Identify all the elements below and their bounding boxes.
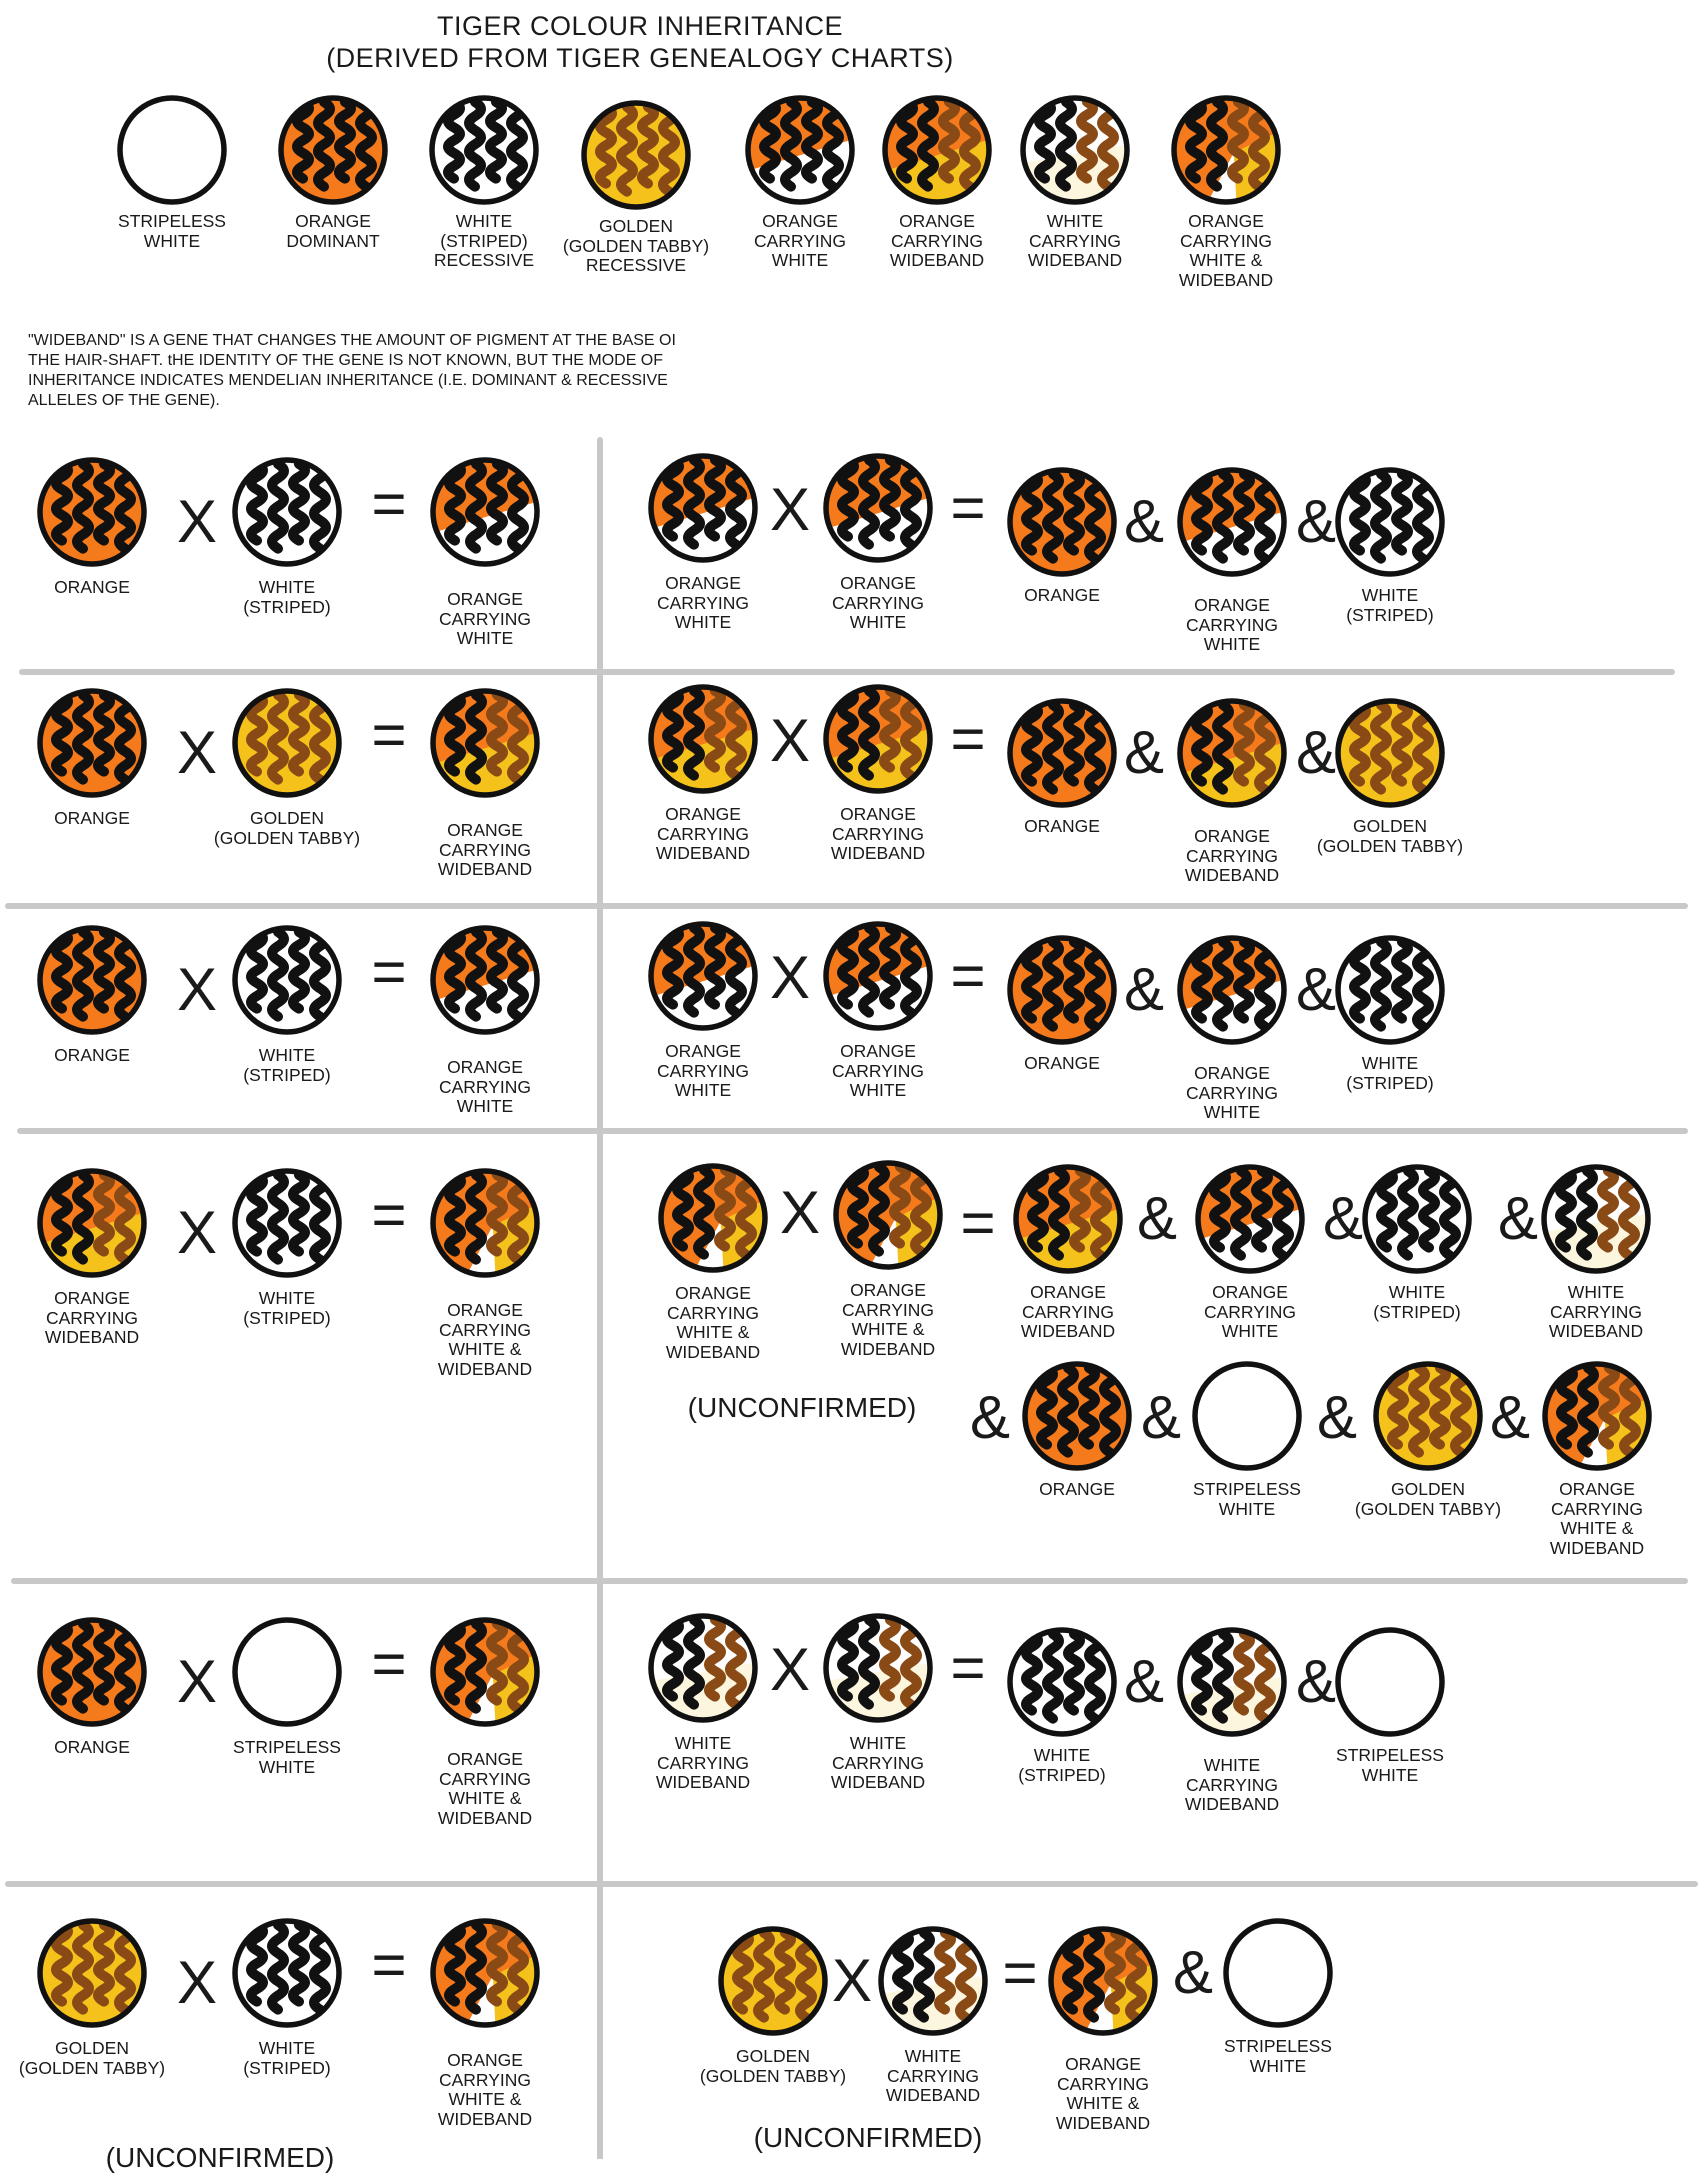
tiger-label-line: WHITE [1361,585,1419,605]
tiger-label-line: ORANGE [1065,2054,1141,2074]
and-symbol: & [1140,1384,1182,1451]
tiger-label-line: ORANGE [54,1045,130,1065]
tiger-label-line: WHITE [1221,1321,1279,1341]
tiger-label-line: WHITE [1388,1282,1446,1302]
tiger-label-line: WHITE [1218,1498,1276,1519]
ocw-tiger-icon [651,924,755,1028]
tiger-label-line: STRIPELESS [1193,1479,1301,1499]
golden-tiger-icon [721,1929,825,2033]
equals-symbol: = [950,1634,986,1701]
tiger-label-line: (GOLDEN TABBY) [18,2057,166,2078]
tiger-label-line: WHITE [1361,1764,1419,1785]
tiger-label-line: (STRIPED) [1346,1072,1434,1093]
tiger-label-line: ORANGE [54,1737,130,1757]
tiger-label [365,821,605,880]
tiger-label-line: WHITE [143,230,201,251]
tiger-label-line: ORANGE [840,1041,916,1061]
tiger-label-line: (GOLDEN TABBY) [1316,835,1464,856]
ocw-tiger-icon [748,98,852,202]
tiger-label-line: WHITE [849,612,907,632]
white-tiger-icon [1010,1630,1114,1734]
tiger-label-line: WHITE [1046,211,1104,231]
tiger-label-line: WHITE [258,1045,316,1065]
ocw-tiger-icon [1198,1167,1302,1271]
and-symbol: & [1123,488,1165,555]
tiger-label-line: CARRYING [438,839,532,860]
and-symbol: & [1123,956,1165,1023]
tiger-label-line: ORANGE [1024,816,1100,836]
tiger-label-line: WIDEBAND [437,1358,533,1379]
white-tiger-icon [235,1171,339,1275]
unconfirmed-note: (UNCONFIRMED) [753,2122,983,2153]
tiger-label-line: RECESSIVE [433,250,535,270]
explanation-line: "WIDEBAND" IS A GENE THAT CHANGES THE AMOUNT OF PIGMENT AT THE BASE OI [28,332,676,349]
tiger-label-line: GOLDEN [1353,816,1427,836]
tiger-label-line: WIDEBAND [665,1341,761,1362]
tiger-label-line: ORANGE [1194,595,1270,615]
tiger-label-line: CARRYING [831,823,925,844]
tiger-label-line: (GOLDEN TABBY) [562,235,710,256]
equals-symbol: = [950,705,986,772]
wcwb-tiger-icon [1023,98,1127,202]
wcwb-tiger-icon [1180,1630,1284,1734]
tiger-label-line: WIDEBAND [1184,865,1280,885]
tiger-label-line: ORANGE [1194,1063,1270,1083]
explanation-line: THE HAIR-SHAFT. tHE IDENTITY OF THE GENE IS NOT KNOWN, BUT THE MODE OF [28,352,664,369]
ocwb-tiger-icon [40,1171,144,1275]
tiger-label-line: WHITE & [1560,1518,1634,1538]
tiger-label-line: (STRIPED) [243,1307,331,1328]
stripeless-tiger-icon [120,98,224,202]
cross-symbol: X [176,1648,218,1715]
tiger-label-line: CARRYING [1185,845,1279,866]
tiger-label-line: WIDEBAND [1549,1537,1645,1558]
wcwb-tiger-icon [1544,1167,1648,1271]
tiger-label-line: CARRYING [438,1319,532,1340]
tiger-label-line: WHITE [258,1756,316,1777]
cross-symbol: X [769,944,811,1011]
tiger-label [365,590,605,649]
tiger-label [1270,817,1510,856]
tiger-label-line: CARRYING [656,823,750,844]
and-symbol: & [1136,1185,1178,1252]
tiger-label-line: (GOLDEN TABBY) [213,827,361,848]
ocwb-tiger-icon [1016,1167,1120,1271]
tiger-label-line: ORANGE [1559,1479,1635,1499]
tiger-label-line: CARRYING [1203,1301,1297,1322]
golden-tiger-icon [584,103,688,207]
tiger-label-line: ORANGE [447,589,523,609]
unconfirmed-note: (UNCONFIRMED) [105,2142,335,2173]
tiger-label-line: ORANGE [840,573,916,593]
white-tiger-icon [1365,1167,1469,1271]
tiger-label-line: ORANGE [1194,826,1270,846]
stripeless-tiger-icon [1226,1921,1330,2025]
tiger-label-line: WHITE [1361,1053,1419,1073]
tiger-label-line: ORANGE [54,577,130,597]
orange-tiger-icon [1010,938,1114,1042]
and-symbol: & [1497,1185,1539,1252]
tiger-label-line: ORANGE [447,2050,523,2070]
tiger-label-line: WHITE & [1066,2093,1140,2113]
ocw-tiger-icon [433,460,537,564]
tiger-label-line: CARRYING [656,1060,750,1081]
tiger-label [1106,212,1346,290]
tiger-label-line: ORANGE [1030,1282,1106,1302]
orange-tiger-icon [40,691,144,795]
explanation-line: ALLELES OF THE GENE). [28,392,220,409]
tiger-label-line: WHITE [1249,2055,1307,2076]
tiger-label-line: (GOLDEN TABBY) [699,2065,847,2086]
tiger-label-line: CARRYING [1550,1498,1644,1519]
ocwb-tiger-icon [826,687,930,791]
chart-subtitle: (DERIVED FROM TIGER GENEALOGY CHARTS) [326,43,954,73]
tiger-label-line: ORANGE [1024,585,1100,605]
tiger-label-line: WHITE [258,2038,316,2058]
tiger-label-line: WIDEBAND [1184,1794,1280,1814]
tiger-label-line: CARRYING [1179,230,1273,251]
ocwb-tiger-icon [651,687,755,791]
tiger-label-line: CARRYING [1185,614,1279,635]
tiger-label-line: ORANGE [447,1749,523,1769]
tiger-label-line: (STRIPED) [243,2057,331,2078]
ocwwb-tiger-icon [836,1163,940,1267]
tiger-label-line: GOLDEN [736,2046,810,2066]
tiger-label-line: WHITE [904,2046,962,2066]
stripeless-tiger-icon [235,1620,339,1724]
and-symbol: & [969,1384,1011,1451]
tiger-label [365,1750,605,1828]
wcwb-tiger-icon [826,1616,930,1720]
equals-symbol: = [371,701,407,768]
tiger-label-line: CARRYING [1021,1301,1115,1322]
tiger-label [1270,1746,1510,1785]
tiger-label-line: WIDEBAND [1178,269,1274,290]
tiger-label-line: WIDEBAND [655,843,751,863]
tiger-label-line: (STRIPED) [1346,604,1434,625]
tiger-label-line: (STRIPED) [243,596,331,617]
tiger-label [365,1301,605,1379]
wcwb-tiger-icon [651,1616,755,1720]
tiger-label-line: WIDEBAND [1548,1321,1644,1341]
tiger-label-line: WHITE & [448,2089,522,2109]
tiger-label-line: CARRYING [438,1076,532,1097]
orange-tiger-icon [281,98,385,202]
tiger-label-line: WHITE [1567,1282,1625,1302]
and-symbol: & [1295,719,1337,786]
tiger-label-line: ORANGE [1212,1282,1288,1302]
equals-symbol: = [371,938,407,1005]
and-symbol: & [1295,1648,1337,1715]
tiger-label-line: (STRIPED) [243,1064,331,1085]
ocwb-tiger-icon [433,691,537,795]
ocwb-tiger-icon [885,98,989,202]
golden-tiger-icon [235,691,339,795]
tiger-label-line: WHITE [1203,1102,1261,1122]
tiger-label-line: CARRYING [1185,1082,1279,1103]
cross-symbol: X [176,488,218,555]
tiger-label-line: GOLDEN [599,216,673,236]
equals-symbol: = [1002,1939,1038,2006]
cross-symbol: X [779,1179,821,1246]
tiger-label-line: CARRYING [438,608,532,629]
tiger-label-line: WIDEBAND [437,859,533,879]
tiger-label-line: WIDEBAND [885,2085,981,2105]
tiger-label-line: RECESSIVE [585,255,687,275]
tiger-label-line: CARRYING [753,230,847,251]
tiger-label-line: CARRYING [831,1752,925,1773]
tiger-label-line: CARRYING [831,592,925,613]
tiger-label-line: WIDEBAND [830,1772,926,1792]
tiger-label-line: GOLDEN [1391,1479,1465,1499]
and-symbol: & [1489,1384,1531,1451]
tiger-label-line: ORANGE [665,1041,741,1061]
white-tiger-icon [1338,470,1442,574]
tiger-label [1270,1054,1510,1093]
tiger-label-line: CARRYING [831,1060,925,1081]
tiger-label-line: WHITE & [448,1788,522,1808]
tiger-label-line: DOMINANT [286,230,380,251]
golden-tiger-icon [1338,701,1442,805]
and-symbol: & [1123,719,1165,786]
unconfirmed-note: (UNCONFIRMED) [687,1392,917,1423]
orange-tiger-icon [40,1620,144,1724]
tiger-label-line: WIDEBAND [437,1807,533,1828]
tiger-label-line: WHITE [771,250,829,270]
ocwwb-tiger-icon [433,1620,537,1724]
tiger-label-line: WHITE [1033,1745,1091,1765]
tiger-label-line: CARRYING [666,1302,760,1323]
tiger-label-line: ORANGE [447,1300,523,1320]
tiger-label-line: CARRYING [841,1299,935,1320]
and-symbol: & [1322,1185,1364,1252]
cross-symbol: X [176,1199,218,1266]
tiger-label-line: CARRYING [656,592,750,613]
tiger-label-line: ORANGE [54,1288,130,1308]
tiger-label-line: CARRYING [886,2065,980,2086]
explanation-line: INHERITANCE INDICATES MENDELIAN INHERITANCE (I.E. DOMINANT & RECESSIVE [28,372,668,389]
golden-tiger-icon [1376,1364,1480,1468]
tiger-label-line: ORANGE [1024,1053,1100,1073]
tiger-label-line: CARRYING [1056,2073,1150,2094]
tiger-label-line: WHITE & [851,1319,925,1339]
cross-symbol: X [176,719,218,786]
and-symbol: & [1316,1384,1358,1451]
orange-tiger-icon [1010,701,1114,805]
cross-symbol: X [769,1636,811,1703]
tiger-label-line: WHITE [456,628,514,648]
ocwwb-tiger-icon [1051,1929,1155,2033]
tiger-label-line: WHITE [849,1080,907,1100]
golden-tiger-icon [40,1921,144,2025]
ocw-tiger-icon [651,456,755,560]
equals-symbol: = [950,942,986,1009]
tiger-label-line: WIDEBAND [889,250,985,270]
tiger-label-line: WHITE [456,1096,514,1116]
white-tiger-icon [432,98,536,202]
cross-symbol: X [831,1947,873,2014]
tiger-label-line: STRIPELESS [118,211,226,231]
ocwb-tiger-icon [1180,701,1284,805]
cross-symbol: X [176,1949,218,2016]
tiger-label-line: WHITE [258,1288,316,1308]
tiger-label-line: CARRYING [656,1752,750,1773]
and-symbol: & [1172,1939,1214,2006]
tiger-label-line: ORANGE [295,211,371,231]
white-tiger-icon [235,928,339,1032]
and-symbol: & [1295,956,1337,1023]
tiger-label-line: CARRYING [438,2069,532,2090]
equals-symbol: = [371,1181,407,1248]
tiger-label-line: ORANGE [675,1283,751,1303]
tiger-label-line: ORANGE [665,804,741,824]
tiger-label-line: WHITE & [676,1322,750,1342]
cross-symbol: X [769,476,811,543]
equals-symbol: = [950,474,986,541]
tiger-label-line: WIDEBAND [1027,250,1123,270]
white-tiger-icon [235,1921,339,2025]
tiger-label-line: WIDEBAND [840,1338,936,1359]
tiger-label-line: (STRIPED) [440,230,528,251]
chart-title: TIGER COLOUR INHERITANCE [436,11,844,41]
tiger-label-line: GOLDEN [55,2038,129,2058]
tiger-label-line: ORANGE [665,573,741,593]
equals-symbol: = [960,1189,996,1256]
tiger-label-line: ORANGE [1039,1479,1115,1499]
cross-symbol: X [769,707,811,774]
tiger-label-line: STRIPELESS [1336,1745,1444,1765]
tiger-label-line: WHITE [674,612,732,632]
tiger-label-line: ORANGE [54,808,130,828]
tiger-label [1270,586,1510,625]
tiger-label-line: ORANGE [899,211,975,231]
tiger-label-line: ORANGE [1188,211,1264,231]
stripeless-tiger-icon [1338,1630,1442,1734]
equals-symbol: = [371,470,407,537]
tiger-label-line: CARRYING [438,1768,532,1789]
equals-symbol: = [371,1630,407,1697]
cross-symbol: X [176,956,218,1023]
orange-tiger-icon [1025,1364,1129,1468]
tiger-label-line: WHITE [849,1733,907,1753]
tiger-label-line: (GOLDEN TABBY) [1354,1498,1502,1519]
tiger-label-line: CARRYING [890,230,984,251]
ocw-tiger-icon [826,924,930,1028]
tiger-label-line: WIDEBAND [830,843,926,863]
tiger-label-line: WIDEBAND [1020,1321,1116,1341]
tiger-label-line: WHITE [1203,634,1261,654]
and-symbol: & [1123,1648,1165,1715]
tiger-label-line: WHITE & [448,1339,522,1359]
tiger-label-line: WHITE [455,211,513,231]
tiger-label-line: CARRYING [45,1307,139,1328]
tiger-label-line: WIDEBAND [437,2108,533,2129]
tiger-label-line: WIDEBAND [1055,2112,1151,2133]
tiger-label-line: ORANGE [840,804,916,824]
ocw-tiger-icon [826,456,930,560]
tiger-label-line: ORANGE [762,211,838,231]
white-tiger-icon [235,460,339,564]
orange-tiger-icon [1010,470,1114,574]
tiger-label-line: WHITE & [1189,250,1263,270]
ocwwb-tiger-icon [433,1171,537,1275]
stripeless-tiger-icon [1195,1364,1299,1468]
tiger-label-line: GOLDEN [250,808,324,828]
ocw-tiger-icon [1180,470,1284,574]
equals-symbol: = [371,1931,407,1998]
tiger-label-line: (STRIPED) [1373,1301,1461,1322]
ocwwb-tiger-icon [661,1166,765,1270]
tiger-label [1477,1480,1701,1558]
tiger-label-line: STRIPELESS [1224,2036,1332,2056]
wcwb-tiger-icon [881,1929,985,2033]
tiger-label [1158,2037,1398,2076]
tiger-label [365,1058,605,1117]
tiger-label-line: (STRIPED) [1018,1764,1106,1785]
tiger-label-line: CARRYING [1028,230,1122,251]
ocwwb-tiger-icon [1174,98,1278,202]
tiger-label-line: WIDEBAND [655,1772,751,1792]
tiger-label-line: WHITE [674,1733,732,1753]
ocwwb-tiger-icon [433,1921,537,2025]
tiger-label-line: ORANGE [447,820,523,840]
and-symbol: & [1295,488,1337,555]
wideband-explanation [28,331,728,411]
tiger-label [1476,1283,1701,1342]
tiger-label-line: WHITE [258,577,316,597]
tiger-label-line: CARRYING [1185,1774,1279,1795]
orange-tiger-icon [40,928,144,1032]
ocwwb-tiger-icon [1545,1364,1649,1468]
tiger-label-line: STRIPELESS [233,1737,341,1757]
tiger-label-line: ORANGE [447,1057,523,1077]
tiger-label-line: CARRYING [1549,1301,1643,1322]
tiger-label-line: ORANGE [850,1280,926,1300]
tiger-label-line: WHITE [1203,1755,1261,1775]
tiger-label-line: WIDEBAND [44,1327,140,1347]
orange-tiger-icon [40,460,144,564]
white-tiger-icon [1338,938,1442,1042]
tiger-label [365,2051,605,2129]
ocw-tiger-icon [1180,938,1284,1042]
ocw-tiger-icon [433,928,537,1032]
tiger-label-line: WHITE [674,1080,732,1100]
